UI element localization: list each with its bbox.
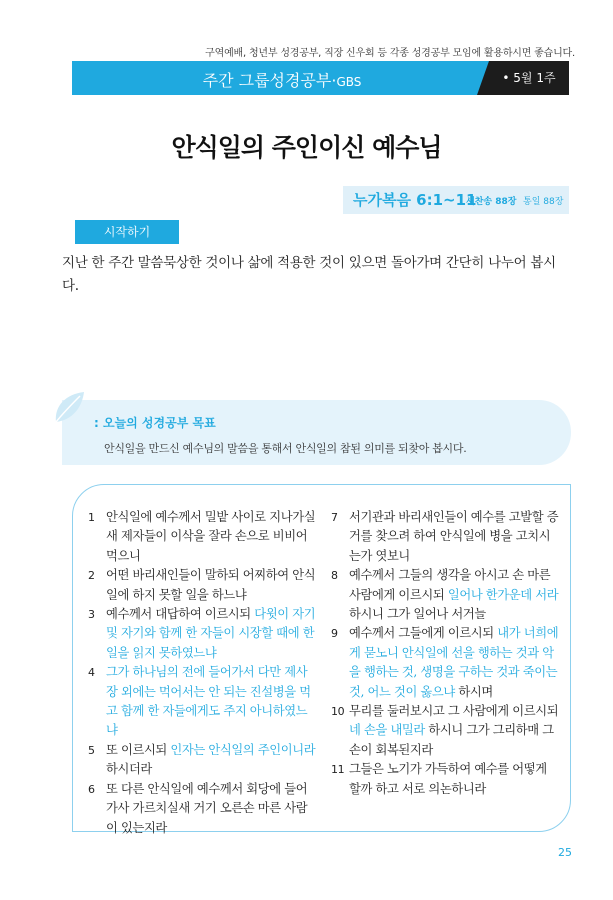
hymn-unified: 통일 88장 (523, 197, 564, 207)
verse-text: 또 다른 안식일에 예수께서 회당에 들어가사 가르치실새 거기 오른손 마른 사람이 있는지라 (106, 781, 308, 835)
verse-text: 또 이르시되 (106, 742, 171, 757)
verse-number: 7 (331, 511, 338, 524)
verse-number: 1 (88, 511, 95, 524)
verse-text: 어떤 바리새인들이 말하되 어찌하여 안식일에 하지 못할 일을 하느냐 (106, 568, 316, 602)
verse-4 (88, 663, 316, 741)
hymn-new: 새찬송 88장 (466, 197, 517, 207)
verse-9 (331, 624, 561, 702)
start-text: 지난 한 주간 말씀묵상한 것이나 삶에 적용한 것이 있으면 돌아가며 간단히 나누어 봅시다. (62, 255, 556, 294)
scripture-reference (343, 186, 569, 214)
verse-text: 예수께서 그들에게 이르시되 (349, 626, 498, 641)
verse-11 (331, 760, 561, 799)
verse-text: 예수께서 대답하여 이르시되 (106, 607, 255, 622)
start-label: 시작하기 (75, 220, 179, 244)
verse-text: 예수께서 그들의 생각을 아시고 손 마른 사람에게 이르시되 (349, 568, 551, 602)
verse-number: 4 (88, 666, 95, 680)
verse-number: 11 (331, 763, 345, 777)
verse-number: 6 (88, 782, 95, 796)
page-title: 안식일의 주인이신 예수님 (171, 133, 442, 162)
page-number: 25 (558, 846, 572, 859)
verse-7 (331, 508, 561, 566)
jesus-words: 그가 하나님의 전에 들어가서 다만 제사장 외에는 먹어서는 안 되는 진설병을 먹고 함께 한 자들에게도 주지 아니하였느냐 (106, 665, 311, 738)
verse-10 (331, 702, 561, 760)
passage-column-left (88, 508, 316, 838)
verse-6 (88, 780, 316, 838)
week-date: • 5월 1주 (489, 61, 569, 95)
usage-note: 구역예배, 청년부 성경공부, 직장 신우회 등 각종 성경공부 모임에 활용하시면 좋습니다. (205, 48, 575, 59)
verse-text: 안식일에 예수께서 밀밭 사이로 지나가실새 제자들이 이삭을 잘라 손으로 비비어 먹으니 (106, 510, 316, 563)
verse-number: 2 (88, 569, 95, 583)
verse-text: 서기관과 바리새인들이 예수를 고발할 증거를 찾으려 하여 안식일에 병을 고치시는가 엿보니 (349, 510, 559, 563)
verse-3 (88, 605, 316, 663)
jesus-words: 네 손을 내밀라 (349, 723, 425, 738)
verse-number: 9 (331, 627, 338, 641)
verse-text: 무리를 둘러보시고 그 사람에게 이르시되 (349, 704, 559, 719)
verse-number: 8 (331, 569, 338, 583)
verse-2 (88, 566, 316, 605)
verse-text: 하시니 그가 일어나 서거늘 (349, 607, 486, 622)
verse-text: 하시며 (454, 684, 493, 699)
jesus-words: 다윗이 자기 및 자기와 함께 한 자들이 시장할 때에 한 일을 읽지 못하였느냐 (106, 607, 316, 660)
goal-text: 안식일을 만드신 예수님의 말씀을 통해서 안식일의 참된 의미를 되찾아 봅시다. (104, 442, 467, 455)
banner-title: 주간 그룹성경공부·GBS (202, 71, 362, 90)
leaf-icon (50, 388, 90, 428)
passage-column-right (331, 508, 561, 799)
banner-gbs: GBS (336, 75, 362, 89)
verse-number: 3 (88, 608, 95, 622)
verse-8 (331, 566, 561, 624)
goal-title: : 오늘의 성경공부 목표 (94, 416, 216, 430)
verse-number: 10 (331, 705, 345, 719)
jesus-words: 인자는 안식일의 주인이니라 (170, 742, 316, 757)
verse-1 (88, 508, 316, 566)
jesus-words: 일어나 한가운데 서라 (447, 587, 559, 602)
jesus-words: 내가 너희에게 묻노니 안식일에 선을 행하는 것과 악을 행하는 것, 생명을 구하는 것과 죽이는 것, 어느 것이 옳으냐 (349, 626, 559, 699)
verse-text: 그들은 노기가 가득하여 예수를 어떻게 할까 하고 서로 의논하니라 (349, 762, 547, 796)
verse-text: 하시더라 (106, 762, 152, 777)
passage-reference: 누가복음 6:1~11 (353, 191, 477, 209)
header-banner (72, 61, 569, 95)
verse-text: 하시니 그가 그리하매 그 손이 회복된지라 (349, 723, 554, 757)
verse-number: 5 (88, 743, 95, 757)
verse-5 (88, 741, 316, 780)
